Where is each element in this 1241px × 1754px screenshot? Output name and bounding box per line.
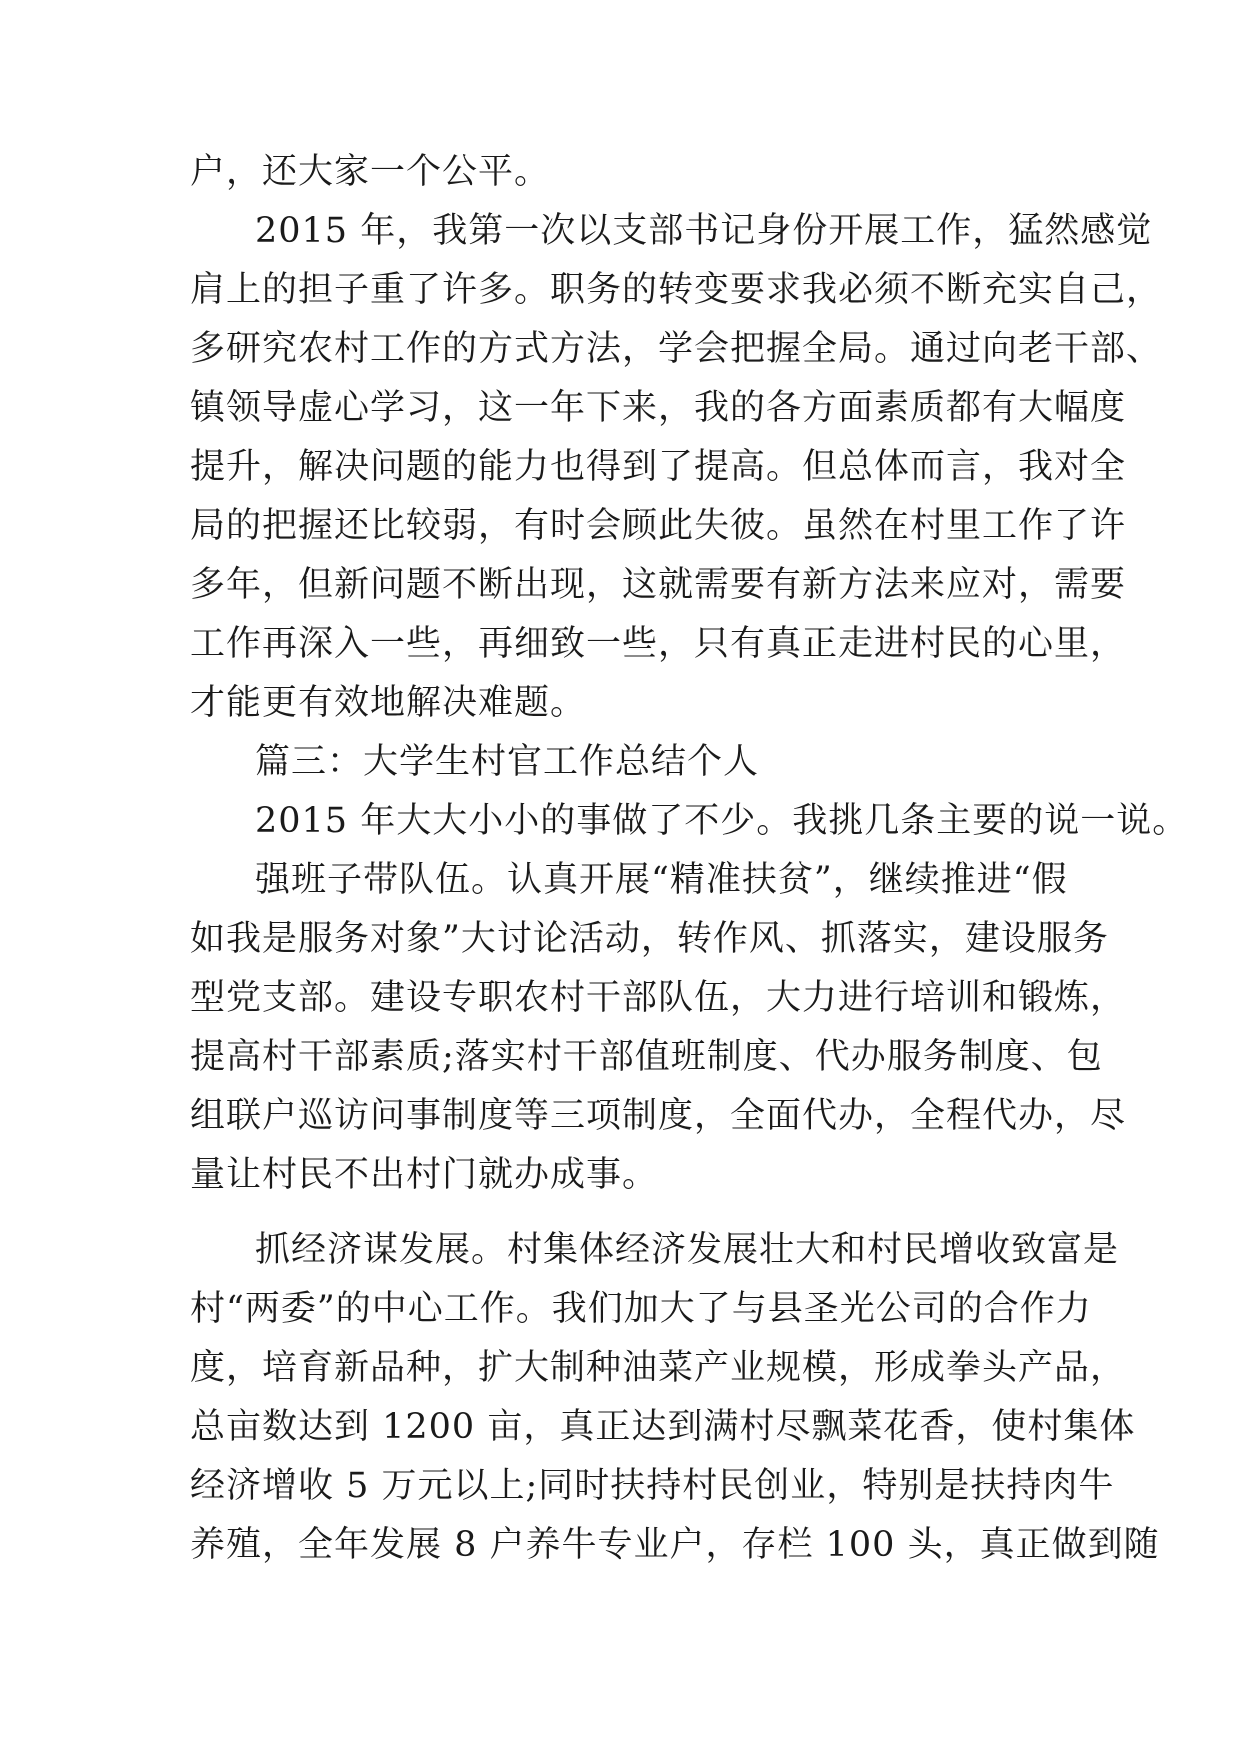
text-line: 多研究农村工作的方式方法，学会把握全局。通过向老干部、: [190, 329, 1163, 369]
text-line: 户，还大家一个公平。: [190, 152, 551, 192]
text-line: 提高村干部素质;落实村干部值班制度、代办服务制度、包: [190, 1037, 1103, 1077]
section-heading: 篇三：大学生村官工作总结个人: [255, 742, 760, 782]
text-line: 抓经济谋发展。村集体经济发展壮大和村民增收致富是: [255, 1230, 1120, 1270]
text-line: 提升，解决问题的能力也得到了提高。但总体而言，我对全: [190, 447, 1127, 487]
text-line: 2015 年，我第一次以支部书记身份开展工作，猛然感觉: [255, 211, 1153, 251]
text-line: 工作再深入一些，再细致一些，只有真正走进村民的心里，: [190, 624, 1127, 664]
text-line: 养殖，全年发展 8 户养牛专业户，存栏 100 头，真正做到随: [190, 1525, 1160, 1565]
text-line: 镇领导虚心学习，这一年下来，我的各方面素质都有大幅度: [190, 388, 1127, 428]
text-line: 2015 年大大小小的事做了不少。我挑几条主要的说一说。: [255, 801, 1189, 841]
text-line: 如我是服务对象”大讨论活动，转作风、抓落实，建设服务: [190, 919, 1109, 959]
text-line: 组联户巡访问事制度等三项制度，全面代办，全程代办，尽: [190, 1096, 1127, 1136]
text-line: 局的把握还比较弱，有时会顾此失彼。虽然在村里工作了许: [190, 506, 1127, 546]
text-line: 肩上的担子重了许多。职务的转变要求我必须不断充实自己，: [190, 270, 1163, 310]
text-line: 村“两委”的中心工作。我们加大了与县圣光公司的合作力: [190, 1289, 1092, 1329]
text-line: 型党支部。建设专职农村干部队伍，大力进行培训和锻炼，: [190, 978, 1127, 1018]
text-line: 度，培育新品种，扩大制种油菜产业规模，形成拳头产品，: [190, 1348, 1127, 1388]
text-line: 多年，但新问题不断出现，这就需要有新方法来应对，需要: [190, 565, 1127, 605]
text-line: 量让村民不出村门就办成事。: [190, 1155, 659, 1195]
text-line: 强班子带队伍。认真开展“精准扶贫”，继续推进“假: [255, 860, 1068, 900]
text-line: 经济增收 5 万元以上;同时扶持村民创业，特别是扶持肉牛: [190, 1466, 1115, 1506]
text-line: 才能更有效地解决难题。: [190, 683, 587, 723]
text-line: 总亩数达到 1200 亩，真正达到满村尽飘菜花香，使村集体: [190, 1407, 1136, 1447]
